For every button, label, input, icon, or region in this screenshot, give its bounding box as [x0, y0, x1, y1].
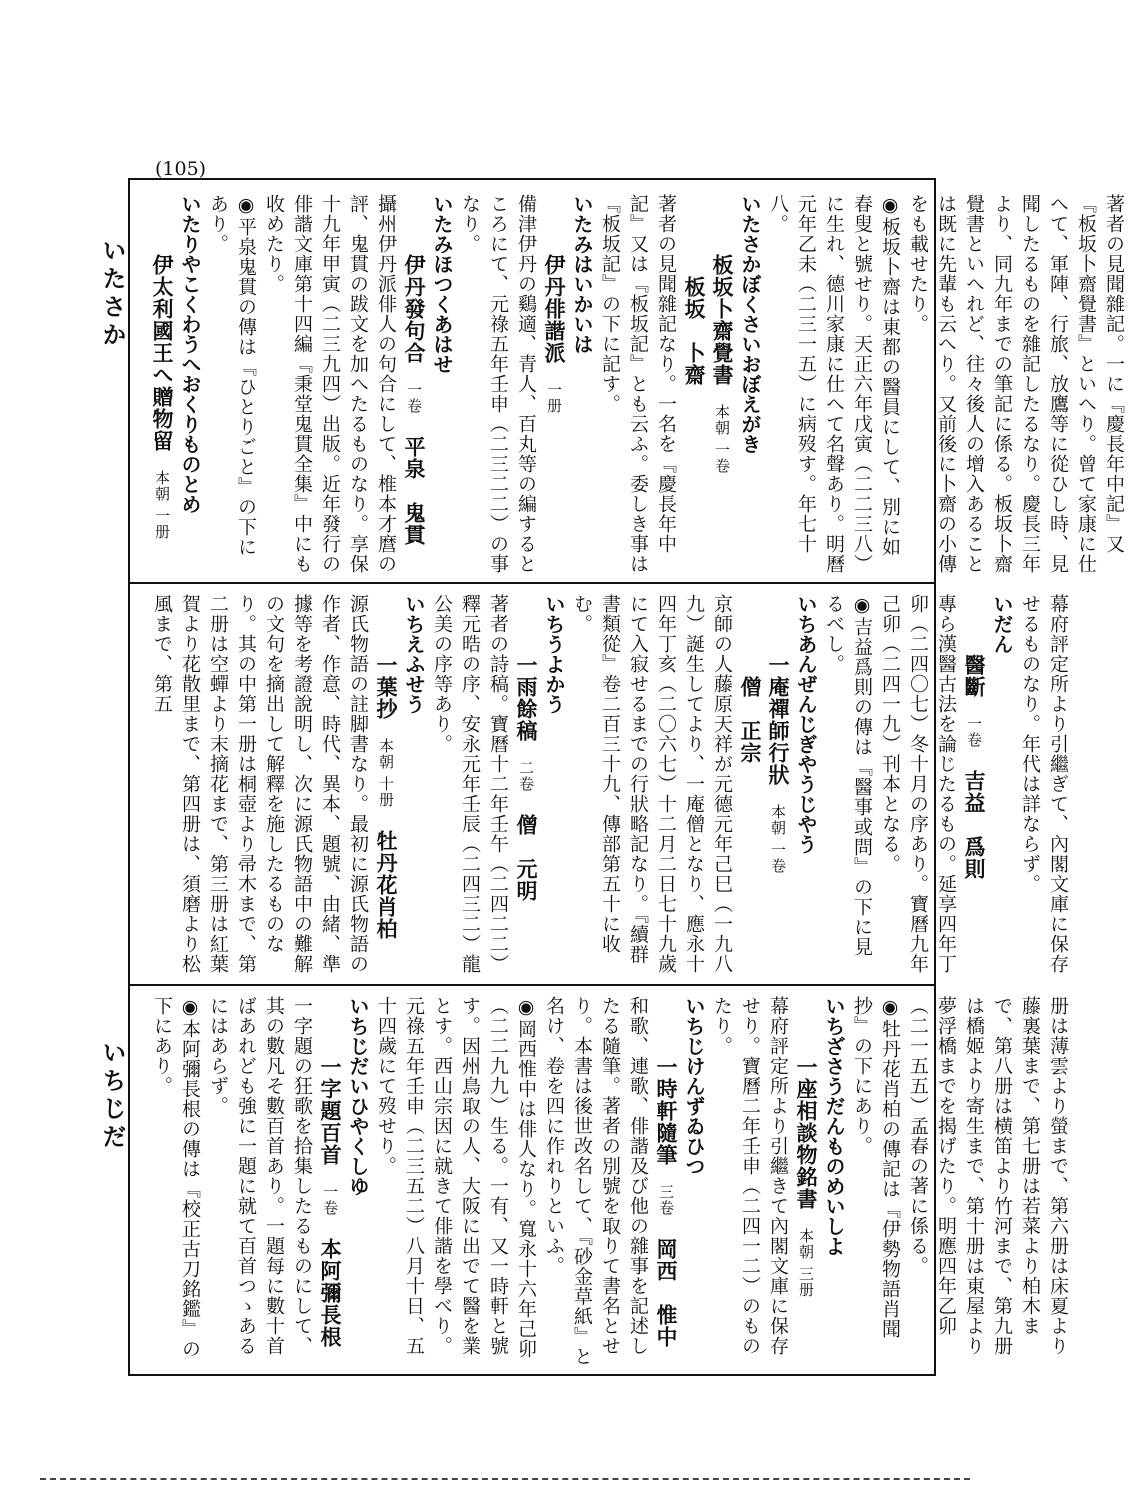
entry-author: 牡丹花肖柏 — [374, 829, 399, 940]
entry-title — [148, 194, 176, 574]
entry-title — [316, 996, 344, 1368]
entry-title-text: 醫斷 — [962, 654, 987, 698]
entry-title — [372, 594, 400, 974]
bottom-rule — [40, 1478, 970, 1480]
margin-label-bottom: いちじだ — [98, 1040, 127, 1152]
entry-reading: いたりやこくわうへおくりものとめ — [178, 194, 202, 514]
entry-author: 岡西 惟中 — [654, 1238, 679, 1348]
entry-volumes: 本朝 十册 — [377, 738, 395, 808]
entry-author: 僧 正宗 — [738, 676, 763, 764]
entry-title — [652, 996, 680, 1368]
entry-reading: いちじだいひやくしゆ — [346, 996, 370, 1196]
entry-volumes: 本朝 一卷 — [769, 804, 787, 874]
entry-title-text: 伊丹俳諧派 — [542, 254, 567, 364]
entry-body: 京師の人藤原天祥が元德元年己巳（一九八九）誕生してより、一庵僧となり、應永十四年丁亥（二〇六七）十二月二日七十九歲にて入寂せるまでの行狀略記なり。『續群書類從』卷二百三十九、傳部第五十に收む。 — [571, 594, 733, 974]
band-text — [148, 594, 1072, 974]
entry-body: ◉吉益爲則の傳は『醫事或問』の下に見るべし。 — [823, 594, 873, 957]
entry-body: 源氏物語の註脚書なり。最初に源氏物語の作者、作意、時代、異本、題號、由緒、準據等を考證說明し、次に源氏物語中の難解の文句を摘出して解釋を施したるものなり。其の中第一册は桐壺より帚木まで、第二册は空蟬より末摘花まで、第三册は紅葉賀より花散里まで、第四册は、須磨より松風まで、第五 — [151, 594, 369, 974]
entry-title-text: 一葉抄 — [374, 654, 399, 720]
entry-body: 著者の見聞雜記なり。一名を『慶長年中記』又は『板坂記』とも云ふ。委しき事は『板坂記』の下に記す。 — [599, 194, 677, 574]
entry-title-text: 伊丹發句合 — [402, 254, 427, 364]
entry-reading: いだん — [990, 594, 1014, 654]
entry-body: ◉牡丹花肖柏の傳記は『伊勢物語肖聞抄』の下にあり。 — [851, 996, 901, 1339]
entry-volumes: 一卷 — [965, 716, 983, 748]
entry-title — [512, 594, 540, 974]
entry-author: 板坂 卜齋 — [682, 276, 707, 386]
entry-author: 僧 元明 — [514, 814, 539, 902]
entry-reading: いちじけんずゐひつ — [682, 996, 706, 1176]
entry-reading: いちうよかう — [542, 594, 566, 714]
entry-reading: いたみほつくあはせ — [430, 194, 454, 374]
entry-author: 本阿彌長根 — [318, 1238, 343, 1348]
entry-reading: いちあんぜんじぎやうじやう — [794, 594, 818, 854]
entry-title — [400, 194, 428, 574]
entry-title — [540, 194, 568, 574]
page-number: (105) — [155, 158, 207, 180]
band-text — [148, 996, 1072, 1368]
entry-body: 和歌、連歌、俳諧及び他の雜事を記述したる隨筆。著者の別號を取りて書名とせり。本書は後世改名して、『砂金草紙』と名け、卷を四に作れりといふ。 — [543, 996, 649, 1367]
entry-body: ◉岡西惟中は俳人なり。寬永十六年己卯（二二九九）生る。一有、又一時軒と號す。因州鳥取の人、大阪に出でて醫を業とす。西山宗因に就きて俳諧を學べり。元祿五年壬申（二三五二）八月十日、五十四歲にて歿せり。 — [375, 996, 537, 1359]
entry-body: 備津伊丹の鷄適、青人、百丸等の編するところにて、元祿五年壬申（二三二二）の事なり。 — [459, 194, 537, 574]
entry-title-text: 一座相談物銘書 — [794, 1056, 819, 1210]
entry-body: ◉平泉鬼貫の傳は『ひとりごと』の下にあり。 — [207, 194, 257, 557]
entry-reading: いちえふせう — [402, 594, 426, 714]
band-text — [148, 194, 1128, 574]
entry-title-text: 伊太利國王へ贈物留 — [150, 254, 175, 452]
entry-title-text: 一庵禪師行狀 — [766, 654, 791, 786]
entry-body: 攝州伊丹派俳人の句合にして、椎本才麿の評、鬼貫の跋文を加へたるものなり。享保十九年甲寅（二三九四）出版。近年發行の俳諧文庫第十四編『秉堂鬼貫全集』中にも收めたり。 — [263, 194, 397, 574]
entry-volumes: 一卷 — [405, 382, 423, 414]
entry-volumes: 本朝 三册 — [797, 1228, 815, 1298]
entry-title-text: 一字題百首 — [318, 1056, 343, 1166]
entry-body: 幕府評定所より引繼きて內閣文庫に保存せり。寶曆二年壬申（二四一二）のものたり。 — [711, 996, 789, 1356]
entry-title-text: 板坂卜齋覺書 — [710, 254, 735, 386]
entry-body: ◉本阿彌長根の傳は『校正古刀銘鑑』の下にあり。 — [151, 996, 201, 1359]
entry-reading: いちざさうだんものめいしよ — [822, 996, 846, 1256]
entry-body: 著者の詩稿。寶曆十二年壬午（二四二二）釋元晧の序、安永元年壬辰（二四三二）龍公美の序等あり。 — [431, 594, 509, 974]
band-top — [148, 194, 1125, 574]
entry-author: 平泉 鬼貫 — [402, 436, 427, 546]
entry-title-text: 一雨餘稿 — [514, 654, 539, 742]
band-middle — [148, 594, 1069, 974]
entry-body: 册は薄雲より螢まで、第六册は床夏より藤裏葉まで、第七册は若菜より柏木まで、第八册は横笛より竹河まで、第九册は橋姬より寄生まで、第十册は東屋より夢浮橋までを揭げたり。明應四年乙卯（二一五五）孟春の著に係る。 — [907, 996, 1069, 1356]
entry-title — [960, 594, 988, 974]
entry-volumes: 本朝 一卷 — [713, 404, 731, 474]
entry-volumes: 三卷 — [657, 1184, 675, 1216]
entry-volumes: 一册 — [545, 382, 563, 414]
entry-reading: いたさかぼくさいおぼえがき — [738, 194, 762, 454]
entry-body: 著者の見聞雜記。一に『慶長年中記』又『板坂卜齋覺書』といへり。曾て家康に仕へて、軍陣、行旅、放鷹等に從ひし時、見聞したるものを雜記したるなり。慶長三年より、同九年までの筆記に係る。板坂卜齋覺書といへれど、往々後人の增入あることは既に先輩も云へり。又前後に卜齋の小傳をも載せたり。 — [907, 194, 1125, 574]
entry-title — [792, 996, 820, 1368]
entry-body: 幕府評定所より引繼ぎて、內閣文庫に保存せるものなり。年代は詳ならず。 — [1019, 594, 1069, 974]
entry-volumes: 一卷 — [321, 1184, 339, 1216]
page-frame — [128, 178, 1125, 1376]
entry-title-text: 一時軒隨筆 — [654, 1056, 679, 1166]
band-divider-2 — [130, 984, 934, 986]
entry-volumes: 本朝 一册 — [153, 470, 171, 540]
entry-title — [736, 594, 792, 974]
entry-reading: いたみはいかいは — [570, 194, 594, 354]
entry-author: 吉益 爲則 — [962, 770, 987, 880]
entry-title — [680, 194, 736, 574]
entry-body: 專ら漢醫古法を論じたるもの。延享四年丁卯（二四〇七）冬十月の序あり。寶曆九年己卯（二四一九）刊本となる。 — [879, 594, 957, 974]
entry-body: 一字題の狂歌を拾集したるものにして、其の數凡そ數百首あり。一題每に數十首ばあれども強に一題に就て百首つゝあるにはあらず。 — [207, 996, 313, 1356]
band-bottom — [148, 996, 1069, 1368]
margin-label-top: いたさか — [98, 238, 127, 350]
entry-body: ◉板坂卜齋は東都の醫員にして、別に如春叟と號せり。天正六年戊寅（二二三八）に生れ、德川家康に仕へて名聲あり。明曆元年乙未（二三一五）に病歿す。年七十八。 — [767, 194, 901, 574]
entry-volumes: 二卷 — [517, 760, 535, 792]
band-divider-1 — [130, 582, 934, 584]
